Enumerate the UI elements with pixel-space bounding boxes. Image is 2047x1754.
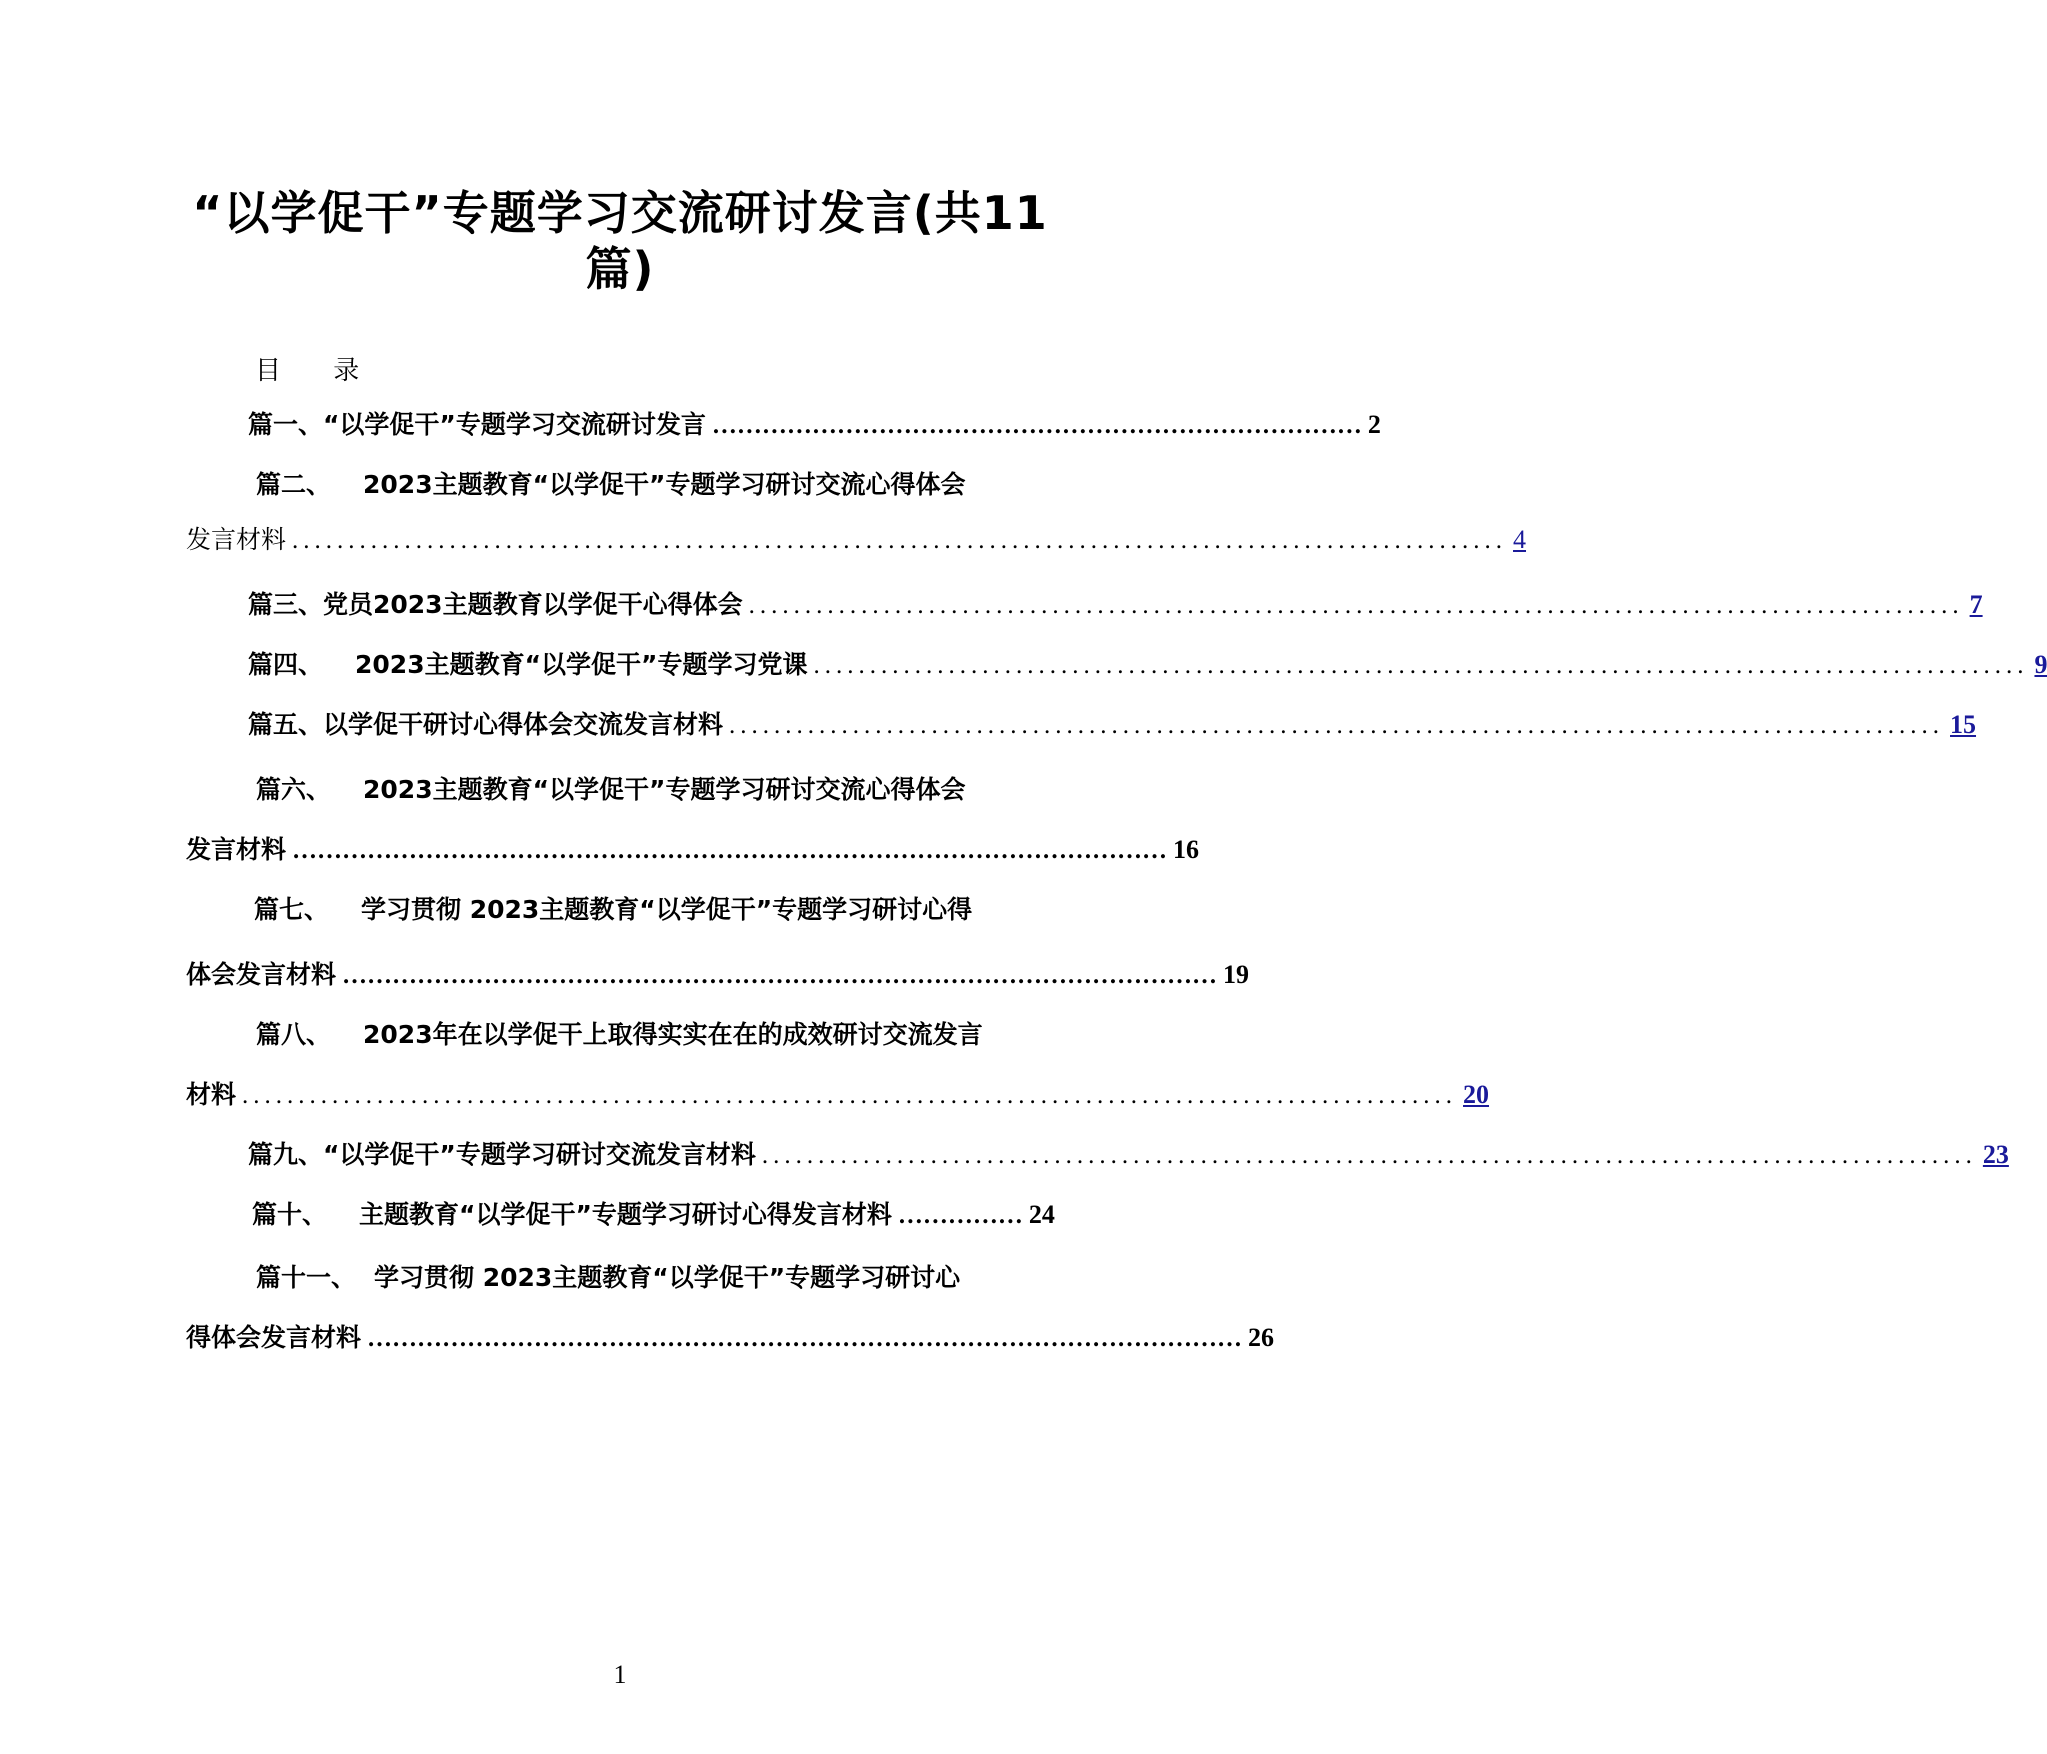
toc-leader-dots: …………… (897, 1202, 1023, 1229)
toc-entry-label: 篇九、“以学促干”专题学习研讨交流发言材料 (248, 1140, 756, 1169)
toc-entry-6-cont[interactable] (186, 830, 1200, 870)
title-line-2: 篇) (585, 242, 655, 296)
toc-entry-7[interactable] (254, 890, 1052, 930)
toc-entry-4[interactable] (248, 645, 2047, 685)
toc-entry-page-link[interactable]: 23 (1982, 1140, 2009, 1169)
toc-entry-page-link[interactable]: 7 (1969, 590, 1983, 619)
toc-entry-number: 篇四、 (248, 650, 324, 679)
toc-entry-page-link[interactable]: 15 (1950, 710, 1977, 739)
toc-entry-label: 学习贯彻 2023主题教育“以学促干”专题学习研讨心得 (361, 895, 973, 924)
toc-entry-label: 篇三、党员2023主题教育以学促干心得体会 (248, 590, 743, 619)
toc-leader-dots: …………………………………………………………………………………………… (292, 837, 1168, 864)
toc-entry-2[interactable] (256, 465, 1054, 505)
title-line-1: “以学促干”专题学习交流研讨发言(共11 (192, 186, 1048, 240)
toc-entry-page-link[interactable]: 9 (2034, 650, 2047, 679)
toc-entry-page: 24 (1028, 1200, 1055, 1229)
toc-entry-label-cont: 发言材料 (186, 525, 287, 554)
toc-entry-label: 主题教育“以学促干”专题学习研讨心得发言材料 (359, 1200, 892, 1229)
document-title (150, 185, 1090, 297)
toc-entry-11[interactable] (256, 1258, 1054, 1298)
toc-entry-label: 篇五、以学促干研讨心得体会交流发言材料 (248, 710, 724, 739)
toc-entry-label-cont: 材料 (186, 1080, 237, 1109)
toc-entry-number: 篇六、 (256, 775, 332, 804)
toc-entry-number: 篇二、 (256, 470, 332, 499)
toc-entry-9[interactable] (248, 1135, 2009, 1175)
toc-entry-page: 16 (1173, 835, 1200, 864)
page-number: 1 (613, 1660, 627, 1689)
toc-leader-dots: …………………………………………………………………………………………… (367, 1325, 1243, 1352)
toc-leader-dots: ............................................................................................................ (292, 527, 1508, 554)
toc-entry-6[interactable] (256, 770, 1054, 810)
toc-entry-5[interactable] (248, 705, 1977, 745)
toc-entry-label: 2023主题教育“以学促干”专题学习党课 (355, 650, 808, 679)
toc-entry-2-cont[interactable] (186, 520, 1527, 560)
toc-entry-1[interactable] (248, 405, 1381, 445)
toc-entry-3[interactable] (248, 585, 1983, 625)
toc-entry-page: 19 (1223, 960, 1250, 989)
toc-entry-10[interactable] (252, 1195, 1055, 1235)
toc-leader-dots: ............................................................................................................ (242, 1082, 1458, 1109)
toc-entry-page: 26 (1248, 1323, 1275, 1352)
toc-leader-dots: ............................................................................................................ (729, 712, 1945, 739)
toc-entry-label: 学习贯彻 2023主题教育“以学促干”专题学习研讨心 (374, 1263, 961, 1292)
toc-entry-number: 篇七、 (254, 895, 330, 924)
toc-entry-number: 篇十、 (252, 1200, 328, 1229)
toc-entry-11-cont[interactable] (186, 1318, 1275, 1358)
toc-entry-label-cont: 体会发言材料 (186, 960, 337, 989)
toc-entry-number: 篇八、 (256, 1020, 332, 1049)
toc-entry-page: 2 (1367, 410, 1381, 439)
toc-entry-page-link[interactable]: 20 (1463, 1080, 1490, 1109)
toc-entry-label: 2023主题教育“以学促干”专题学习研讨交流心得体会 (363, 470, 966, 499)
toc-entry-8[interactable] (256, 1015, 1054, 1055)
toc-entry-7-cont[interactable] (186, 955, 1250, 995)
toc-leader-dots: …………………………………………………………………… (711, 412, 1362, 439)
toc-heading: 目 录 (255, 356, 382, 386)
toc-leader-dots: …………………………………………………………………………………………… (342, 962, 1218, 989)
toc-entry-label: 2023年在以学促干上取得实实在在的成效研讨交流发言 (363, 1020, 983, 1049)
toc-entry-label: 篇一、“以学促干”专题学习交流研讨发言 (248, 410, 706, 439)
toc-entry-page-link[interactable]: 4 (1513, 525, 1527, 554)
toc-leader-dots: ............................................................................................................ (748, 592, 1964, 619)
toc-entry-label-cont: 得体会发言材料 (186, 1323, 362, 1352)
toc-leader-dots: ............................................................................................................ (761, 1142, 1977, 1169)
toc-entry-8-cont[interactable] (186, 1075, 1490, 1115)
toc-entry-number: 篇十一、 (256, 1263, 357, 1292)
toc-entry-label: 2023主题教育“以学促干”专题学习研讨交流心得体会 (363, 775, 966, 804)
toc-leader-dots: ............................................................................................................ (813, 652, 2029, 679)
toc-entry-label-cont: 发言材料 (186, 835, 287, 864)
